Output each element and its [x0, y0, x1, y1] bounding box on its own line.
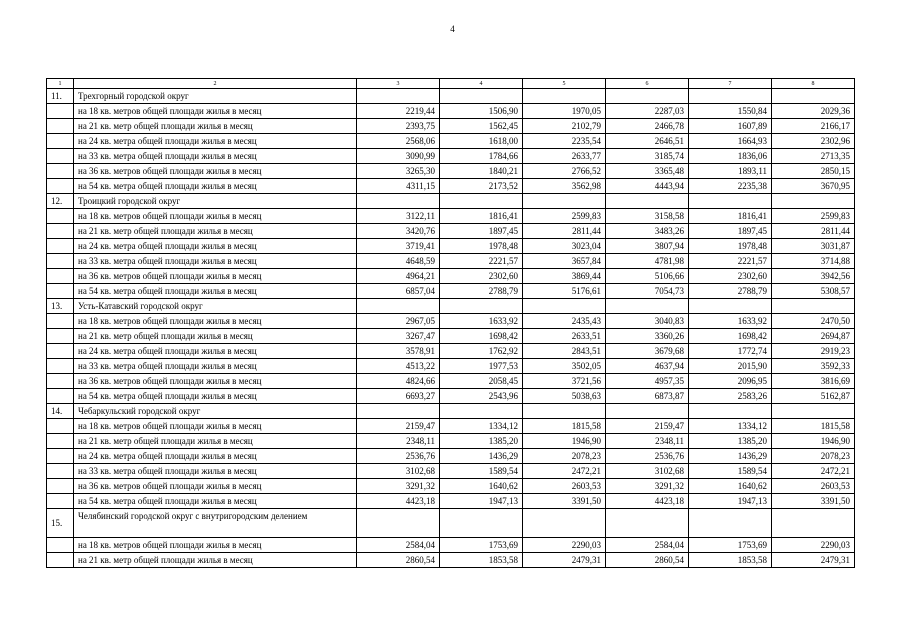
value-cell: 2713,35: [772, 149, 855, 164]
column-index-row: [47, 79, 855, 89]
value-cell: 2766,52: [523, 164, 606, 179]
table-row: [47, 179, 855, 194]
value-cell: 1772,74: [689, 344, 772, 359]
column-index-cell: 1: [47, 79, 74, 89]
value-cell: 2603,53: [523, 479, 606, 494]
value-cell: 2096,95: [689, 374, 772, 389]
group-number: 14.: [47, 404, 74, 419]
value-cell: 1840,21: [440, 164, 523, 179]
empty-cell: [523, 404, 606, 419]
empty-cell: [523, 89, 606, 104]
group-number: 15.: [47, 509, 74, 538]
value-cell: 3122,11: [357, 209, 440, 224]
value-cell: 5308,57: [772, 284, 855, 299]
page-number: 4: [450, 24, 455, 34]
table-row: [47, 314, 855, 329]
row-number-cell: [47, 134, 74, 149]
value-cell: 4423,18: [606, 494, 689, 509]
value-cell: 2393,75: [357, 119, 440, 134]
table-row: [47, 434, 855, 449]
value-cell: 3185,74: [606, 149, 689, 164]
value-cell: 3291,32: [357, 479, 440, 494]
row-label: на 18 кв. метров общей площади жилья в месяц: [74, 538, 357, 553]
table-row: [47, 149, 855, 164]
row-number-cell: [47, 464, 74, 479]
value-cell: 1946,90: [772, 434, 855, 449]
row-number-cell: [47, 104, 74, 119]
value-cell: 3807,94: [606, 239, 689, 254]
value-cell: 2919,23: [772, 344, 855, 359]
value-cell: 1815,58: [772, 419, 855, 434]
value-cell: 2166,17: [772, 119, 855, 134]
row-label: на 33 кв. метра общей площади жилья в месяц: [74, 464, 357, 479]
column-index-cell: 7: [689, 79, 772, 89]
column-index-cell: 6: [606, 79, 689, 89]
column-index-cell: 8: [772, 79, 855, 89]
value-cell: 3816,69: [772, 374, 855, 389]
value-cell: 3360,26: [606, 329, 689, 344]
row-label: на 18 кв. метров общей площади жилья в месяц: [74, 419, 357, 434]
value-cell: 2302,96: [772, 134, 855, 149]
table-row: [47, 553, 855, 568]
row-label: на 21 кв. метр общей площади жилья в месяц: [74, 553, 357, 568]
value-cell: 1978,48: [689, 239, 772, 254]
value-cell: 2568,06: [357, 134, 440, 149]
row-number-cell: [47, 269, 74, 284]
value-cell: 4824,66: [357, 374, 440, 389]
row-number-cell: [47, 359, 74, 374]
value-cell: 3102,68: [357, 464, 440, 479]
row-label: на 33 кв. метра общей площади жилья в месяц: [74, 149, 357, 164]
value-cell: 2435,43: [523, 314, 606, 329]
table-row: [47, 464, 855, 479]
table-body: [47, 79, 855, 568]
group-header-row: [47, 509, 855, 538]
value-cell: 2860,54: [357, 553, 440, 568]
group-header-row: [47, 404, 855, 419]
value-cell: 2287,03: [606, 104, 689, 119]
value-cell: 2633,77: [523, 149, 606, 164]
row-number-cell: [47, 284, 74, 299]
empty-cell: [440, 509, 523, 538]
value-cell: 1334,12: [689, 419, 772, 434]
row-number-cell: [47, 164, 74, 179]
group-name: Чебаркульский городской округ: [74, 404, 357, 419]
value-cell: 1698,42: [440, 329, 523, 344]
value-cell: 4964,21: [357, 269, 440, 284]
value-cell: 4311,15: [357, 179, 440, 194]
value-cell: 2479,31: [523, 553, 606, 568]
value-cell: 1633,92: [689, 314, 772, 329]
value-cell: 1385,20: [689, 434, 772, 449]
empty-cell: [772, 299, 855, 314]
value-cell: 5106,66: [606, 269, 689, 284]
empty-cell: [357, 89, 440, 104]
value-cell: 4781,98: [606, 254, 689, 269]
value-cell: 2235,54: [523, 134, 606, 149]
row-label: на 54 кв. метра общей площади жилья в месяц: [74, 494, 357, 509]
empty-cell: [523, 194, 606, 209]
row-number-cell: [47, 224, 74, 239]
value-cell: 2599,83: [523, 209, 606, 224]
table-row: [47, 344, 855, 359]
row-label: на 36 кв. метров общей площади жилья в месяц: [74, 479, 357, 494]
value-cell: 1947,13: [440, 494, 523, 509]
value-cell: 1589,54: [440, 464, 523, 479]
row-label: на 33 кв. метра общей площади жилья в месяц: [74, 254, 357, 269]
row-number-cell: [47, 239, 74, 254]
value-cell: 3391,50: [772, 494, 855, 509]
value-cell: 1753,69: [689, 538, 772, 553]
table-row: [47, 104, 855, 119]
row-label: на 36 кв. метров общей площади жилья в месяц: [74, 164, 357, 179]
empty-cell: [772, 89, 855, 104]
group-number: 13.: [47, 299, 74, 314]
value-cell: 1640,62: [440, 479, 523, 494]
value-cell: 2536,76: [606, 449, 689, 464]
value-cell: 2599,83: [772, 209, 855, 224]
column-index-cell: 2: [74, 79, 357, 89]
value-cell: 6693,27: [357, 389, 440, 404]
row-label: на 24 кв. метра общей площади жилья в месяц: [74, 344, 357, 359]
row-label: на 36 кв. метров общей площади жилья в месяц: [74, 269, 357, 284]
empty-cell: [357, 299, 440, 314]
row-label: на 24 кв. метра общей площади жилья в месяц: [74, 449, 357, 464]
value-cell: 1436,29: [689, 449, 772, 464]
group-name: Челябинский городской округ с внутригородским делением: [74, 509, 357, 538]
empty-cell: [523, 509, 606, 538]
empty-cell: [440, 299, 523, 314]
table-row: [47, 449, 855, 464]
value-cell: 2479,31: [772, 553, 855, 568]
value-cell: 2219,44: [357, 104, 440, 119]
table-row: [47, 119, 855, 134]
value-cell: 3679,68: [606, 344, 689, 359]
value-cell: 1698,42: [689, 329, 772, 344]
value-cell: 2646,51: [606, 134, 689, 149]
empty-cell: [772, 194, 855, 209]
empty-cell: [772, 404, 855, 419]
value-cell: 3578,91: [357, 344, 440, 359]
group-number: 11.: [47, 89, 74, 104]
value-cell: 1618,00: [440, 134, 523, 149]
value-cell: 2788,79: [440, 284, 523, 299]
value-cell: 2159,47: [606, 419, 689, 434]
value-cell: 2221,57: [440, 254, 523, 269]
value-cell: 4513,22: [357, 359, 440, 374]
value-cell: 4443,94: [606, 179, 689, 194]
value-cell: 1506,90: [440, 104, 523, 119]
value-cell: 1816,41: [440, 209, 523, 224]
value-cell: 5038,63: [523, 389, 606, 404]
value-cell: 3365,48: [606, 164, 689, 179]
row-label: на 24 кв. метра общей площади жилья в месяц: [74, 239, 357, 254]
table-row: [47, 254, 855, 269]
value-cell: 1640,62: [689, 479, 772, 494]
table-row: [47, 538, 855, 553]
value-cell: 4648,59: [357, 254, 440, 269]
table-row: [47, 374, 855, 389]
value-cell: 1784,66: [440, 149, 523, 164]
value-cell: 2811,44: [523, 224, 606, 239]
value-cell: 1978,48: [440, 239, 523, 254]
row-number-cell: [47, 553, 74, 568]
value-cell: 2235,38: [689, 179, 772, 194]
value-cell: 1550,84: [689, 104, 772, 119]
value-cell: 1897,45: [689, 224, 772, 239]
value-cell: 5162,87: [772, 389, 855, 404]
group-header-row: [47, 194, 855, 209]
value-cell: 1893,11: [689, 164, 772, 179]
value-cell: 2843,51: [523, 344, 606, 359]
value-cell: 2811,44: [772, 224, 855, 239]
value-cell: 2543,96: [440, 389, 523, 404]
value-cell: 2290,03: [523, 538, 606, 553]
value-cell: 3483,26: [606, 224, 689, 239]
row-label: на 18 кв. метров общей площади жилья в месяц: [74, 104, 357, 119]
row-label: на 54 кв. метра общей площади жилья в месяц: [74, 284, 357, 299]
column-index-cell: 4: [440, 79, 523, 89]
table-row: [47, 329, 855, 344]
group-name: Троицкий городской округ: [74, 194, 357, 209]
group-number: 12.: [47, 194, 74, 209]
empty-cell: [606, 404, 689, 419]
value-cell: 1977,53: [440, 359, 523, 374]
value-cell: 3562,98: [523, 179, 606, 194]
table-row: [47, 134, 855, 149]
row-number-cell: [47, 209, 74, 224]
table-row: [47, 209, 855, 224]
value-cell: 3040,83: [606, 314, 689, 329]
value-cell: 3714,88: [772, 254, 855, 269]
value-cell: 1762,92: [440, 344, 523, 359]
value-cell: 2302,60: [440, 269, 523, 284]
value-cell: 2967,05: [357, 314, 440, 329]
value-cell: 2472,21: [523, 464, 606, 479]
table-row: [47, 224, 855, 239]
value-cell: 2466,78: [606, 119, 689, 134]
value-cell: 3719,41: [357, 239, 440, 254]
empty-cell: [440, 194, 523, 209]
empty-cell: [606, 509, 689, 538]
value-cell: 4423,18: [357, 494, 440, 509]
empty-cell: [689, 89, 772, 104]
value-cell: 3158,58: [606, 209, 689, 224]
value-cell: 2472,21: [772, 464, 855, 479]
value-cell: 2078,23: [772, 449, 855, 464]
value-cell: 1836,06: [689, 149, 772, 164]
row-label: на 54 кв. метра общей площади жилья в месяц: [74, 389, 357, 404]
value-cell: 2470,50: [772, 314, 855, 329]
value-cell: 1853,58: [440, 553, 523, 568]
row-label: на 21 кв. метр общей площади жилья в месяц: [74, 119, 357, 134]
empty-cell: [357, 194, 440, 209]
empty-cell: [440, 89, 523, 104]
row-label: на 18 кв. метров общей площади жилья в месяц: [74, 314, 357, 329]
value-cell: 4957,35: [606, 374, 689, 389]
value-cell: 2290,03: [772, 538, 855, 553]
row-label: на 33 кв. метра общей площади жилья в месяц: [74, 359, 357, 374]
table-row: [47, 419, 855, 434]
value-cell: 3942,56: [772, 269, 855, 284]
empty-cell: [689, 299, 772, 314]
value-cell: 2159,47: [357, 419, 440, 434]
value-cell: 1853,58: [689, 553, 772, 568]
row-number-cell: [47, 254, 74, 269]
empty-cell: [357, 509, 440, 538]
value-cell: 2584,04: [606, 538, 689, 553]
value-cell: 4637,94: [606, 359, 689, 374]
value-cell: 1946,90: [523, 434, 606, 449]
value-cell: 1947,13: [689, 494, 772, 509]
column-index-cell: 3: [357, 79, 440, 89]
value-cell: 2633,51: [523, 329, 606, 344]
row-number-cell: [47, 119, 74, 134]
row-label: на 18 кв. метров общей площади жилья в месяц: [74, 209, 357, 224]
row-label: на 36 кв. метров общей площади жилья в месяц: [74, 374, 357, 389]
value-cell: 2348,11: [357, 434, 440, 449]
value-cell: 2102,79: [523, 119, 606, 134]
value-cell: 2348,11: [606, 434, 689, 449]
empty-cell: [689, 404, 772, 419]
value-cell: 1633,92: [440, 314, 523, 329]
value-cell: 2078,23: [523, 449, 606, 464]
value-cell: 3291,32: [606, 479, 689, 494]
row-number-cell: [47, 494, 74, 509]
value-cell: 2694,87: [772, 329, 855, 344]
row-label: на 21 кв. метр общей площади жилья в месяц: [74, 329, 357, 344]
value-cell: 3592,33: [772, 359, 855, 374]
row-label: на 21 кв. метр общей площади жилья в месяц: [74, 434, 357, 449]
value-cell: 6873,87: [606, 389, 689, 404]
value-cell: 1897,45: [440, 224, 523, 239]
value-cell: 2029,36: [772, 104, 855, 119]
table-row: [47, 239, 855, 254]
value-cell: 1385,20: [440, 434, 523, 449]
value-cell: 3090,99: [357, 149, 440, 164]
value-cell: 3670,95: [772, 179, 855, 194]
row-label: на 54 кв. метра общей площади жилья в месяц: [74, 179, 357, 194]
value-cell: 2850,15: [772, 164, 855, 179]
group-header-row: [47, 89, 855, 104]
row-number-cell: [47, 419, 74, 434]
row-number-cell: [47, 434, 74, 449]
value-cell: 1562,45: [440, 119, 523, 134]
row-number-cell: [47, 329, 74, 344]
row-number-cell: [47, 389, 74, 404]
empty-cell: [606, 299, 689, 314]
table-row: [47, 494, 855, 509]
value-cell: 2173,52: [440, 179, 523, 194]
value-cell: 2221,57: [689, 254, 772, 269]
tariff-table: [46, 78, 855, 568]
row-number-cell: [47, 344, 74, 359]
value-cell: 2583,26: [689, 389, 772, 404]
value-cell: 2788,79: [689, 284, 772, 299]
row-number-cell: [47, 149, 74, 164]
value-cell: 3657,84: [523, 254, 606, 269]
value-cell: 3102,68: [606, 464, 689, 479]
value-cell: 1607,89: [689, 119, 772, 134]
value-cell: 3721,56: [523, 374, 606, 389]
empty-cell: [440, 404, 523, 419]
table-row: [47, 284, 855, 299]
row-label: на 24 кв. метра общей площади жилья в месяц: [74, 134, 357, 149]
value-cell: 1589,54: [689, 464, 772, 479]
value-cell: 3267,47: [357, 329, 440, 344]
row-number-cell: [47, 314, 74, 329]
value-cell: 3869,44: [523, 269, 606, 284]
value-cell: 2302,60: [689, 269, 772, 284]
group-name: Усть-Катавский городской округ: [74, 299, 357, 314]
value-cell: 3391,50: [523, 494, 606, 509]
value-cell: 3420,76: [357, 224, 440, 239]
row-number-cell: [47, 179, 74, 194]
value-cell: 6857,04: [357, 284, 440, 299]
empty-cell: [689, 509, 772, 538]
group-header-row: [47, 299, 855, 314]
value-cell: 7054,73: [606, 284, 689, 299]
value-cell: 1334,12: [440, 419, 523, 434]
row-number-cell: [47, 538, 74, 553]
group-name: Трехгорный городской округ: [74, 89, 357, 104]
value-cell: 2603,53: [772, 479, 855, 494]
value-cell: 3265,30: [357, 164, 440, 179]
value-cell: 2058,45: [440, 374, 523, 389]
row-label: на 21 кв. метр общей площади жилья в месяц: [74, 224, 357, 239]
row-number-cell: [47, 479, 74, 494]
value-cell: 1816,41: [689, 209, 772, 224]
value-cell: 1664,93: [689, 134, 772, 149]
table-row: [47, 164, 855, 179]
value-cell: 2015,90: [689, 359, 772, 374]
column-index-cell: 5: [523, 79, 606, 89]
empty-cell: [357, 404, 440, 419]
row-number-cell: [47, 449, 74, 464]
empty-cell: [772, 509, 855, 538]
empty-cell: [523, 299, 606, 314]
value-cell: 2860,54: [606, 553, 689, 568]
table-row: [47, 359, 855, 374]
value-cell: 2536,76: [357, 449, 440, 464]
table-row: [47, 479, 855, 494]
value-cell: 1436,29: [440, 449, 523, 464]
empty-cell: [606, 89, 689, 104]
value-cell: 5176,61: [523, 284, 606, 299]
value-cell: 2584,04: [357, 538, 440, 553]
row-number-cell: [47, 374, 74, 389]
empty-cell: [606, 194, 689, 209]
value-cell: 1753,69: [440, 538, 523, 553]
empty-cell: [689, 194, 772, 209]
table-row: [47, 389, 855, 404]
value-cell: 1970,05: [523, 104, 606, 119]
value-cell: 3023,04: [523, 239, 606, 254]
value-cell: 3502,05: [523, 359, 606, 374]
value-cell: 1815,58: [523, 419, 606, 434]
table-row: [47, 269, 855, 284]
value-cell: 3031,87: [772, 239, 855, 254]
